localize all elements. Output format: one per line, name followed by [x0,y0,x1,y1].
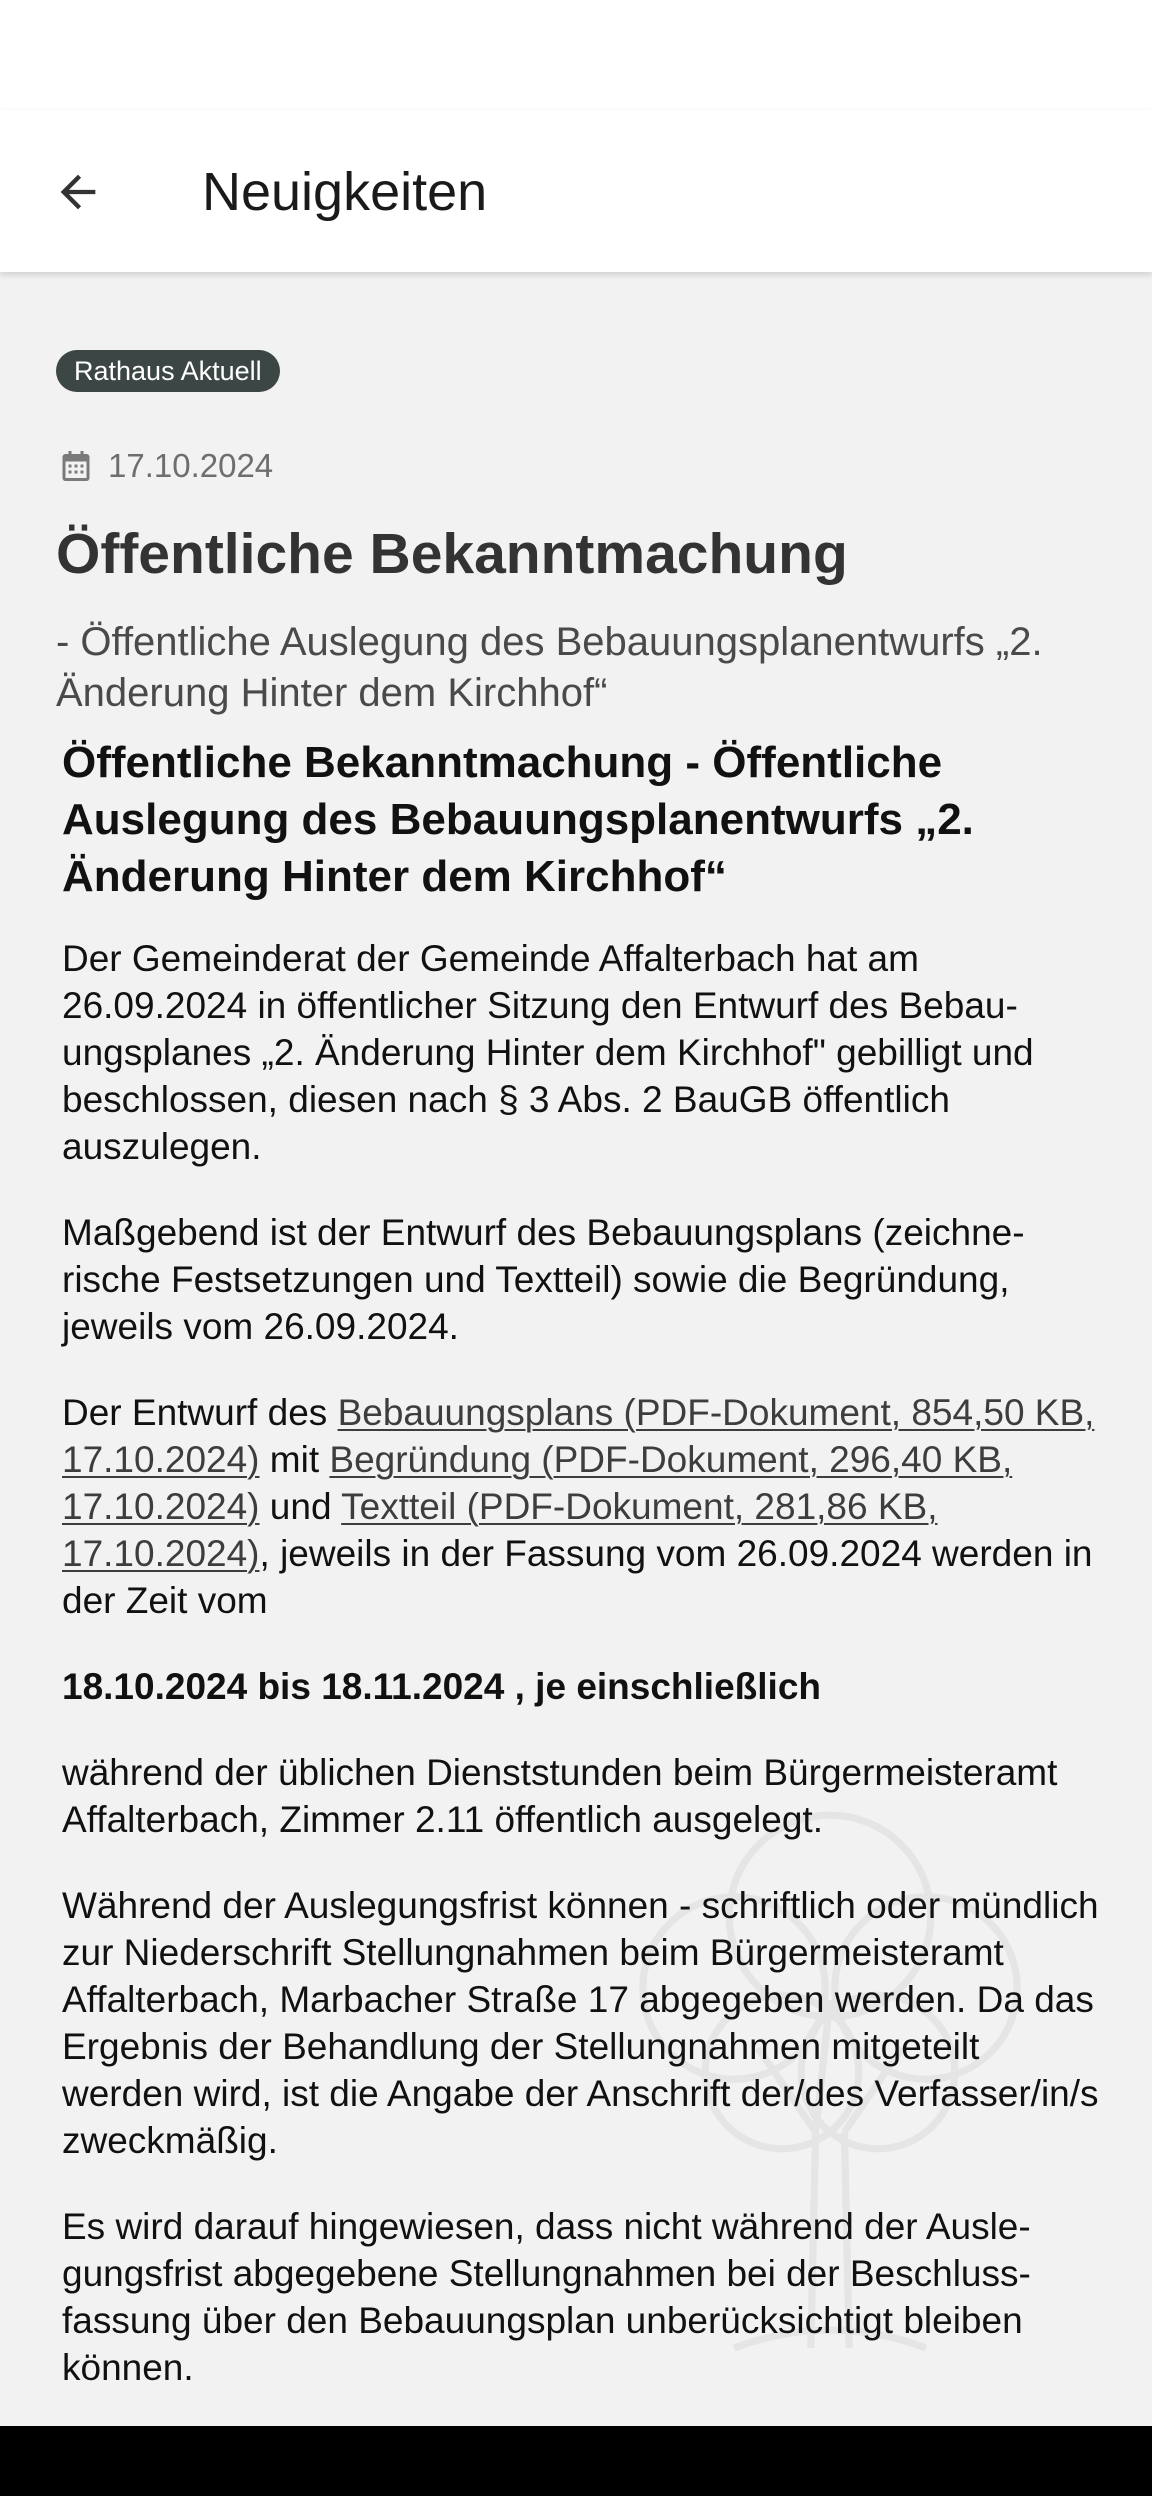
category-badge: Rathaus Aktuell [56,350,280,392]
link-begruendung-pdf[interactable]: Begründung (PDF-Dokument, 296,40 KB, 17.10.2024) [62,1439,1013,1527]
paragraph-notice: Es wird darauf hingewiesen, dass nicht während der Auslegungsfrist abgegebene Stellungnahmen bei der Beschlussfassung über den Bebauungsplan unberücksichtigt bleiben können. [62,2206,1031,2388]
paragraph-text: Der Entwurf des [62,1392,338,1433]
calendar-icon [58,447,94,485]
article-subheadline: - Öffentliche Auslegung des Bebauungsplanentwurfs „2. Änderung Hinter dem Kirchhof“ [56,620,1043,715]
app-bar [0,110,1152,272]
back-button[interactable] [38,152,118,232]
article-title: Öffentliche Bekanntmachung - Öffentliche Auslegung des Bebauungsplanentwurfs „2. Änderung Hinter dem Kirchhof“ [62,738,974,901]
paragraph-period: 18.10.2024 bis 18.11.2024 , je einschließlich [62,1666,822,1707]
paragraph-text: mit [259,1439,330,1480]
paragraph-text: und [259,1486,342,1527]
link-textteil-pdf[interactable]: Textteil (PDF-Dokument, 281,86 KB, 17.10.2024) [62,1486,938,1574]
status-bar [0,0,1152,110]
article-headline: Öffentliche Bekanntmachung [56,522,848,586]
article-body [62,734,1102,2426]
system-navigation-bar [0,2426,1152,2496]
paragraph-governing-draft: Maßgebend ist der Entwurf des Bebauungsplans (zeichnerische Festsetzungen und Textteil) sowie die Begründung, jeweils vom 26.09.2024. [62,1212,1025,1347]
paragraph-location: während der üblichen Dienststunden beim Bürgermeisteramt Affalterbach, Zimmer 2.11 öffentlich ausgelegt. [62,1752,1058,1840]
article-content[interactable] [0,272,1152,2426]
paragraph-resolution: Der Gemeinderat der Gemeinde Affalterbach hat am 26.09.2024 in öffentlicher Sitzung den Entwurf des Bebauungsplanes „2. Änderung Hinter dem Kirchhof" gebilligt und beschlossen, diesen nach § 3 Abs. 2 BauGB öffentlich auszulegen. [62,938,1034,1167]
paragraph-statements: Während der Auslegungsfrist können - schriftlich oder mündlich zur Niederschrift Stellungnahmen beim Bürgermeisteramt Affalterbach, Marbacher Straße 17 abgegeben werden. Da das Ergebnis der Behandlung der Stellungnahmen mitgeteilt werden wird, ist die Angabe der Anschrift der/des Verfasser/in/s zweckmäßig. [62,1885,1099,2161]
page-title: Neuigkeiten [202,162,488,222]
article-date: 17.10.2024 [108,447,274,484]
paragraph-text: , jeweils in der Fassung vom 26.09.2024 werden in der Zeit vom [62,1533,1093,1621]
arrow-left-icon [52,166,104,218]
paragraph-documents [62,1389,1102,1624]
date-row [58,444,273,488]
link-bebauungsplan-pdf[interactable]: Bebauungsplans (PDF-Dokument, 854,50 KB, 17.10.2024) [62,1392,1095,1480]
